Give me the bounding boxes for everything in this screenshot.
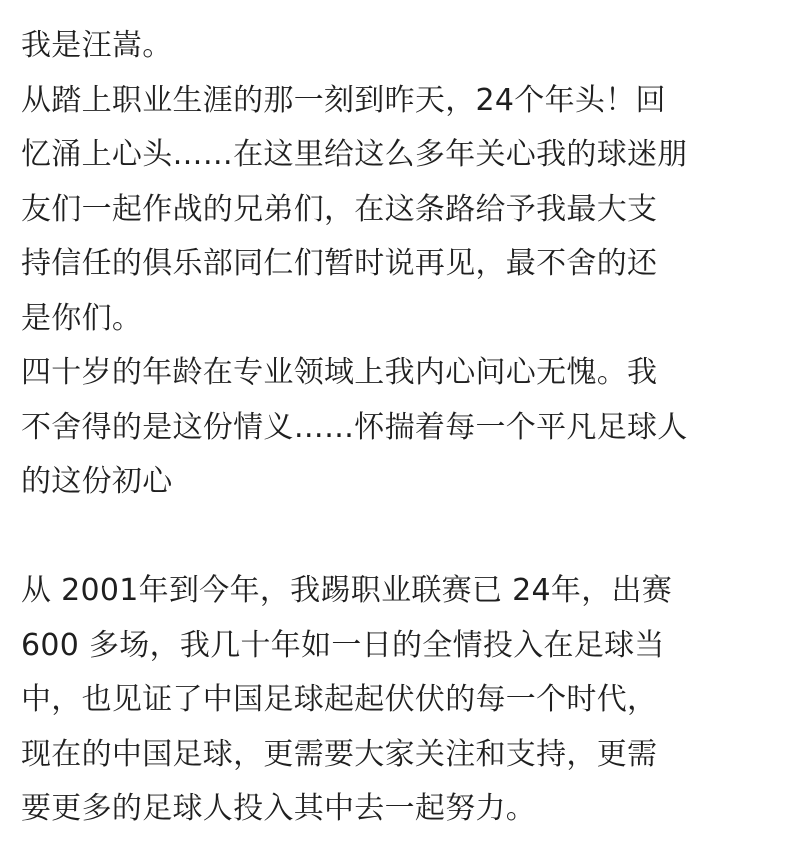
post-text xyxy=(21,19,791,837)
post-line: 忆涌上心头……在这里给这么多年关心我的球迷朋 xyxy=(21,137,688,172)
post-line: 600 多场，我几十年如一日的全情投入在足球当 xyxy=(21,627,665,663)
post-line: 中，也见证了中国足球起起伏伏的每一个时代， xyxy=(21,682,658,717)
post-line: 持信任的俱乐部同仁们暂时说再见，最不舍的还 xyxy=(21,246,658,281)
post-line: 要更多的足球人投入其中去一起努力。 xyxy=(21,791,537,826)
post-line: 现在的中国足球，更需要大家关注和支持，更需 xyxy=(21,736,658,772)
post-line: 从 2001年到今年，我踢职业联赛已 24年，出赛 xyxy=(21,573,673,608)
post-line: 四十岁的年龄在专业领域上我内心问心无愧。我 xyxy=(21,355,658,390)
post-line: 是你们。 xyxy=(21,300,143,336)
paragraph-spacer xyxy=(21,510,791,565)
post-line: 不舍得的是这份情义……怀揣着每一个平凡足球人 xyxy=(21,409,688,445)
post-line: 从踏上职业生涯的那一刻到昨天，24个年头！回 xyxy=(21,82,666,118)
post-line: 的这份初心 xyxy=(21,464,173,499)
post-line: 友们一起作战的兄弟们，在这条路给予我最大支 xyxy=(21,191,658,227)
post-line: 我是汪嵩。 xyxy=(21,28,173,63)
